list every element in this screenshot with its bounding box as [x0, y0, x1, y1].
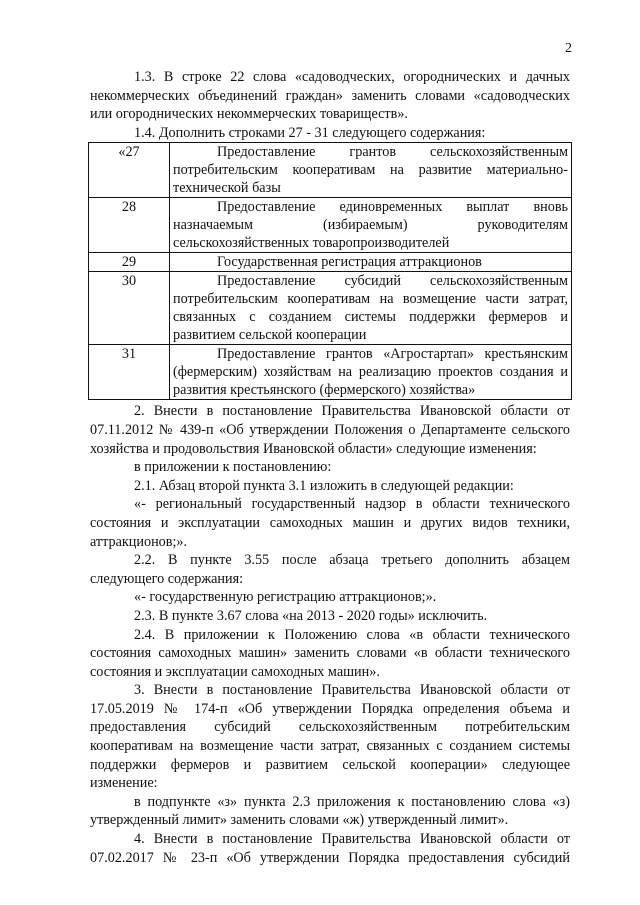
- row-number: 28: [89, 198, 170, 253]
- row-text: Предоставление грантов «Агростартап» крестьянским (фермерским) хозяйствам на реализацию проектов создания и развития крестьянского (фермерского) хозяйства»: [170, 345, 572, 400]
- row-text: Предоставление единовременных выплат вновь назначаемым (избираемым) руководителям сельскохозяйственных товаропроизводителей: [170, 198, 572, 253]
- table-row: [89, 198, 572, 253]
- table-row: [89, 253, 572, 272]
- paragraph-4: 4. Внести в постановление Правительства Ивановской области от 07.02.2017 № 23-п «Об утверждении Порядка предоставления субсидий: [90, 831, 570, 866]
- paragraph-2-intro: в приложении к постановлению:: [134, 459, 332, 476]
- paragraph-3: 3. Внести в постановление Правительства Ивановской области от 17.05.2019 № 174-п «Об утверждении Порядка определения объема и предоставления субсидий сельскохозяйственным потребительским кооперативам на возмещение части затрат, связанных с созданием системы поддержки фермеров и развитием сельской кооперации» следующее изменение:: [90, 682, 570, 792]
- paragraph-3-change: в подпункте «з» пункта 2.3 приложения к постановлению слова «з) утвержденный лимит» заменить словами «ж) утвержденный лимит».: [90, 793, 570, 829]
- paragraph-2-2: 2.2. В пункте 3.55 после абзаца третьего дополнить абзацем следующего содержания:: [90, 552, 570, 587]
- paragraph-2-1-quote: «- региональный государственный надзор в области технического состояния и эксплуатации самоходных машин и других видов техники, аттракционов;».: [90, 496, 570, 550]
- paragraph-2: 2. Внести в постановление Правительства Ивановской области от 07.11.2012 № 439-п «Об утверждении Положения о Департаменте сельского хозяйства и продовольствия Ивановской области» следующие изменения:: [90, 403, 570, 457]
- table-row: [89, 272, 572, 345]
- table-row: [89, 143, 572, 198]
- row-number: 29: [89, 253, 170, 272]
- row-number: 31: [89, 345, 170, 400]
- paragraph-2-2-quote: «- государственную регистрацию аттракционов;».: [134, 589, 437, 606]
- table-row: [89, 345, 572, 400]
- paragraph-2-3: 2.3. В пункте 3.67 слова «на 2013 - 2020 годы» исключить.: [134, 607, 488, 624]
- paragraph-2-1: 2.1. Абзац второй пункта 3.1 изложить в следующей редакции:: [134, 477, 514, 494]
- amendment-table: [88, 142, 572, 400]
- row-text: Предоставление грантов сельскохозяйственным потребительским кооперативам на развитие материально-технической базы: [170, 143, 572, 198]
- document-body: [90, 68, 570, 867]
- row-number: «27: [89, 143, 170, 198]
- row-text: Государственная регистрация аттракционов: [170, 253, 572, 272]
- paragraph-2-4: 2.4. В приложении к Положению слова «в области технического состояния самоходных машин» заменить словами «в области технического состояния и эксплуатации самоходных машин».: [90, 626, 570, 680]
- paragraph-1-3: 1.3. В строке 22 слова «садоводческих, огороднических и дачных некоммерческих объединений граждан» заменить словами «садоводческих или огороднических некоммерческих товариществ».: [90, 69, 570, 123]
- paragraph-1-4: 1.4. Дополнить строками 27 - 31 следующего содержания:: [134, 124, 486, 141]
- row-number: 30: [89, 272, 170, 345]
- row-text: Предоставление субсидий сельскохозяйственным потребительским кооперативам на возмещение части затрат, связанных с созданием системы поддержки фермеров и развитием сельской кооперации: [170, 272, 572, 345]
- page-number: 2: [565, 41, 572, 56]
